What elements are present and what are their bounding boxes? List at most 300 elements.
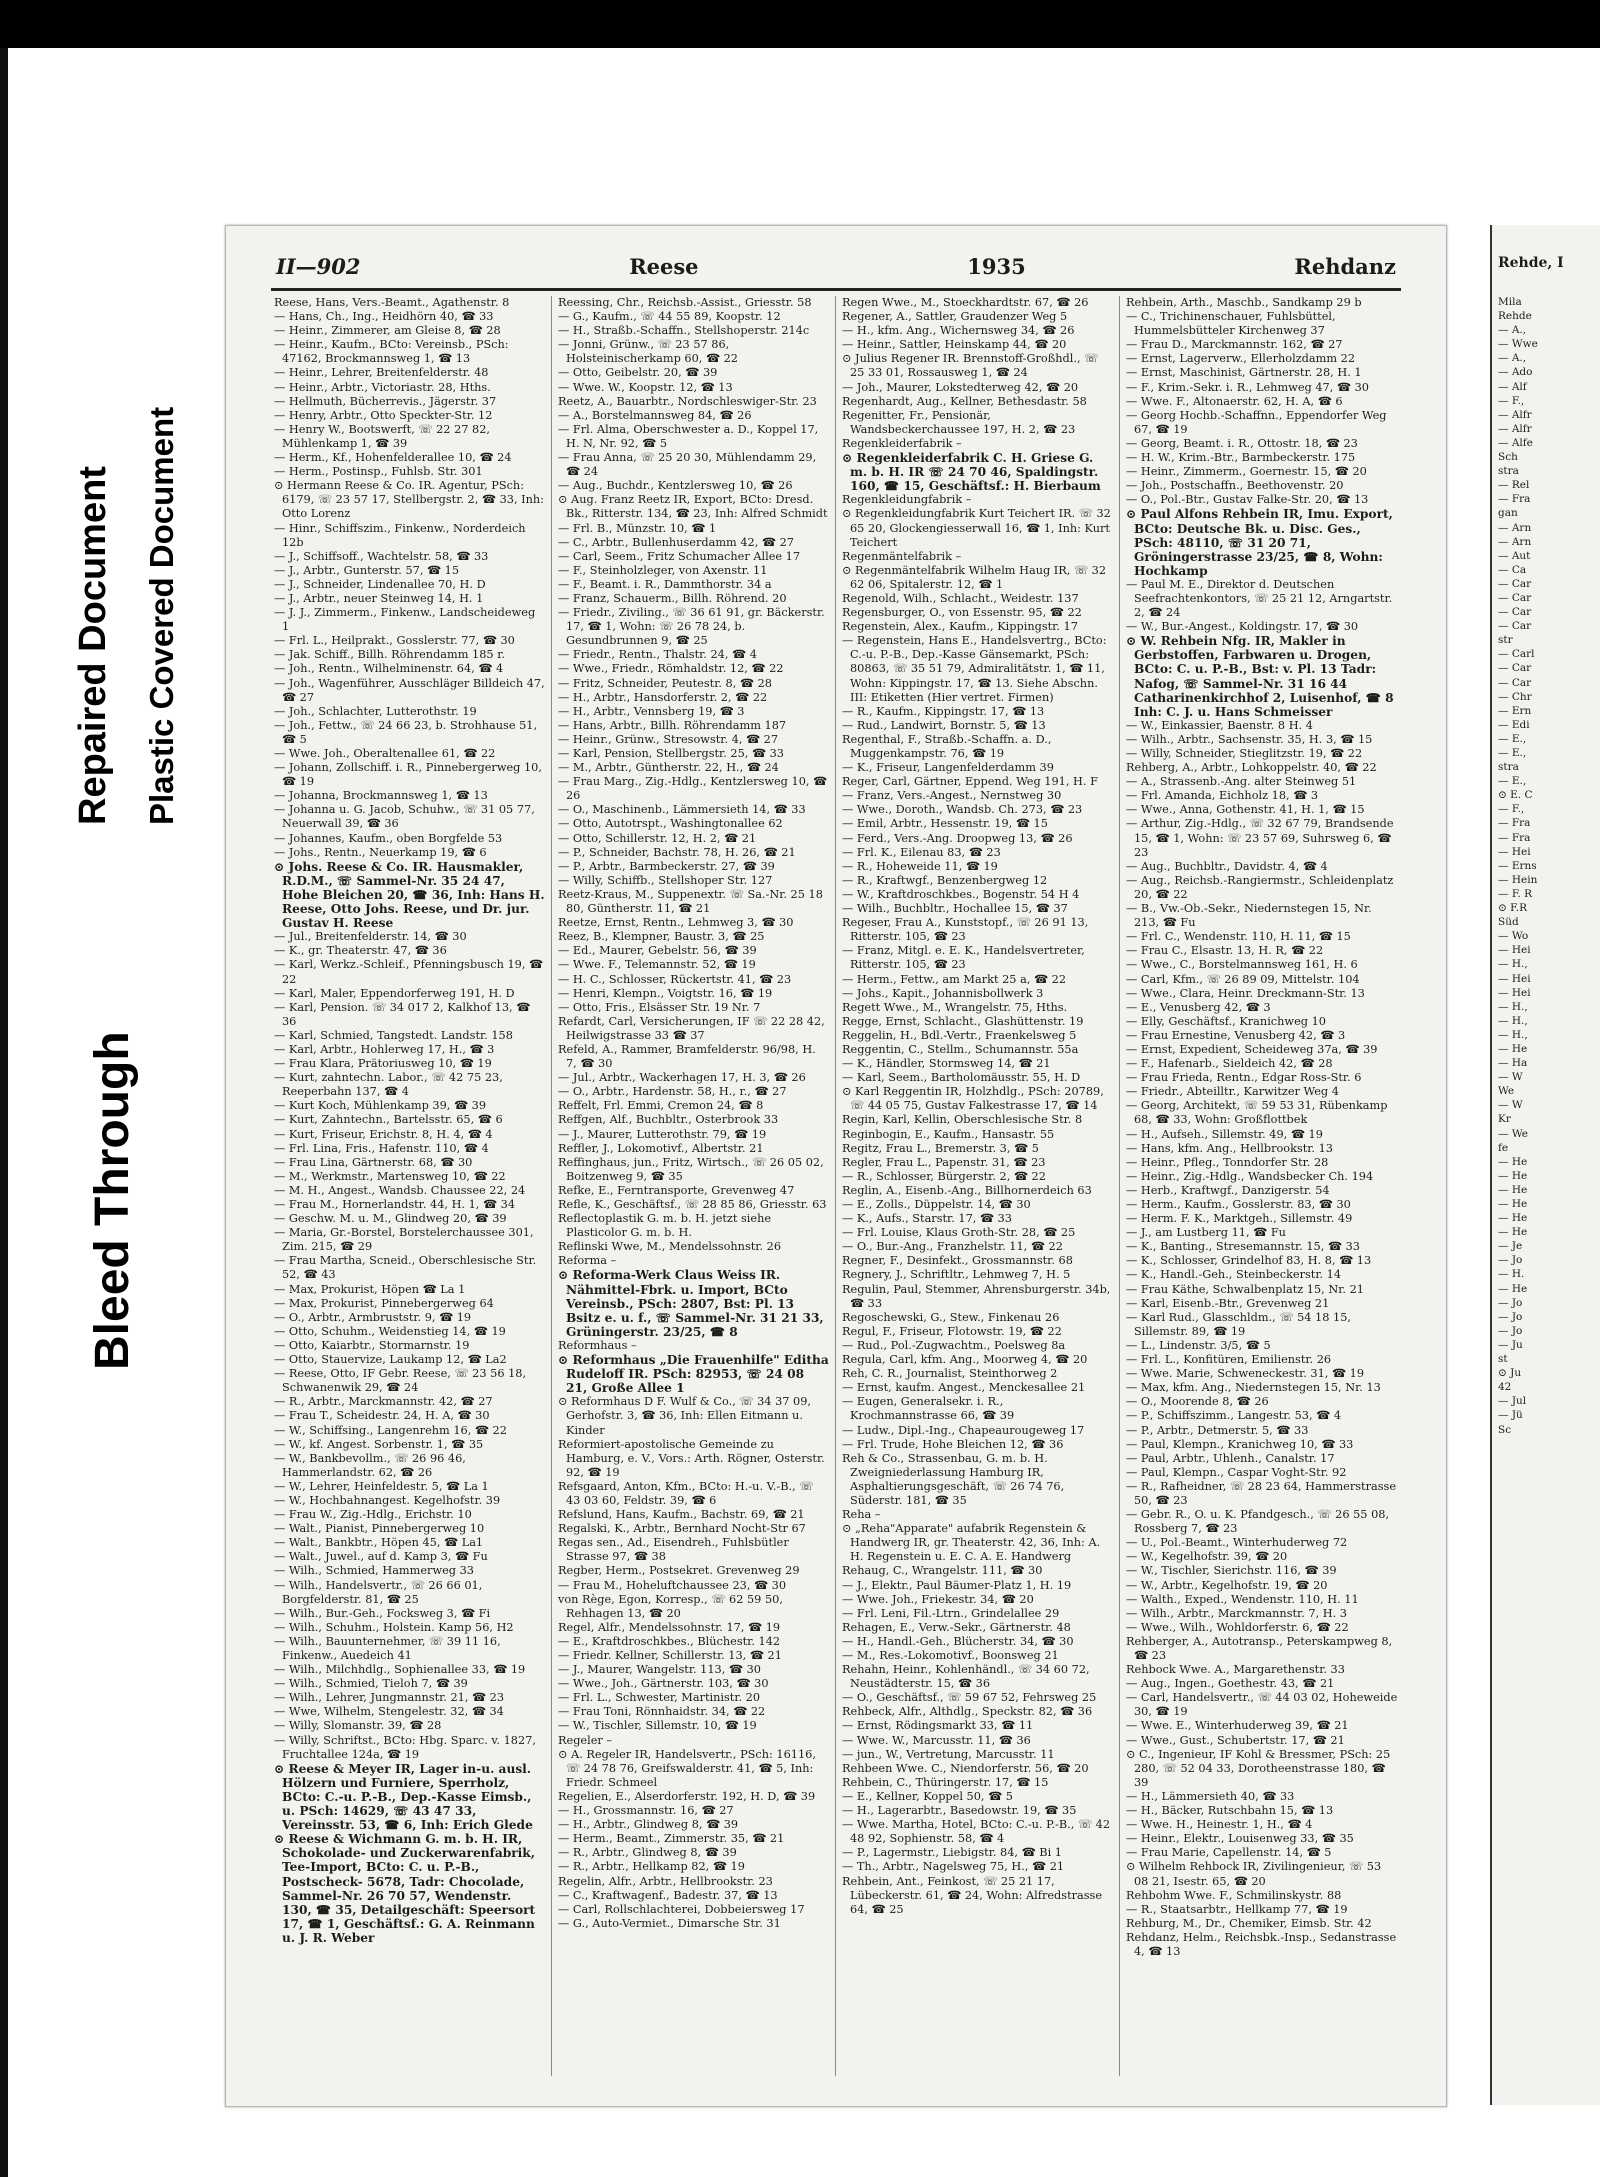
facing-page-entry: — Ado: [1498, 366, 1533, 379]
directory-entry: — Wwe. H., Heinestr. 1, H., ☎ 4: [1126, 1818, 1313, 1832]
directory-entry: Reger, Carl, Gärtner, Eppend. Weg 191, H. F: [842, 775, 1098, 789]
directory-entry: — Hans, Arbtr., Billh. Röhrendamm 187: [558, 718, 787, 732]
directory-entry: — Frl. L., Heilprakt., Gosslerstr. 77, ☎ 30: [274, 634, 515, 648]
directory-entry: — Wilh., Schmied, Tieloh 7, ☎ 39: [274, 1677, 468, 1691]
directory-entry: — Wwe. Joh., Oberaltenallee 61, ☎ 22: [274, 747, 496, 760]
directory-entry: Reh, C. R., Journalist, Steinthorweg 2: [842, 1367, 1058, 1381]
facing-page-entry: — Jul: [1498, 1395, 1527, 1408]
directory-entry: ⊙ Regenkleidungfabrik Kurt Teichert IR. ☏ 32 65 20, Glockengiesserwall 16, ☎ 1, Inh: Kurt Teichert: [842, 507, 1111, 549]
facing-page-entry: — He: [1498, 1155, 1528, 1168]
directory-entry: — W., Arbtr., Kegelhofstr. 19, ☎ 20: [1126, 1578, 1328, 1592]
facing-page-entry: — We: [1498, 1127, 1528, 1140]
facing-page-column: [1498, 295, 1598, 1437]
facing-page-entry: Rehde: [1498, 310, 1532, 323]
directory-entry: — Wwe. W., Koopstr. 12, ☎ 13: [558, 380, 733, 394]
facing-page-entry: — Car: [1498, 577, 1532, 590]
facing-page-entry: — W: [1498, 1099, 1523, 1112]
directory-entry: — K., Banting., Stresemannstr. 15, ☎ 33: [1126, 1240, 1360, 1254]
directory-entry: — F., Beamt. i. R., Dammthorstr. 34 a: [558, 577, 772, 591]
directory-entry: — G., Kaufm., ☏ 44 55 89, Koopstr. 12: [558, 310, 781, 324]
directory-entry: — Frau T., Scheidestr. 24, H. A, ☎ 30: [274, 1409, 490, 1423]
directory-entry: — Frl. L., Konfitüren, Emilienstr. 26: [1126, 1353, 1332, 1367]
directory-entry: — Frau Marg., Zig.-Hdlg., Kentzlersweg 10, ☎ 26: [558, 775, 828, 803]
facing-page-entry: — Jo: [1498, 1254, 1523, 1267]
directory-entry: Rehbein, Arth., Maschb., Sandkamp 29 b: [1126, 296, 1362, 309]
directory-entry: — R., Kraftwgf., Benzenbergweg 12: [842, 873, 1048, 887]
directory-entry: — J., Elektr., Paul Bäumer-Platz 1, H. 19: [842, 1578, 1072, 1592]
directory-entry: — W., Tischler, Sillemstr. 10, ☎ 19: [558, 1719, 757, 1733]
directory-entry: — Ludw., Dipl.-Ing., Chapeaurougeweg 17: [842, 1423, 1085, 1437]
directory-entry: ⊙ Aug. Franz Reetz IR, Export, BCto: Dresd. Bk., Ritterstr. 134, ☎ 23, Inh: Alfred Schmidt: [558, 493, 828, 521]
directory-entry: — Frl. Leni, Fil.-Ltrn., Grindelallee 29: [842, 1606, 1060, 1620]
directory-entry: Regeler –: [558, 1733, 613, 1747]
facing-page-entry: — Jo: [1498, 1296, 1523, 1309]
directory-entry: — Kurt Koch, Mühlenkamp 39, ☎ 39: [274, 1099, 487, 1113]
directory-entry: ⊙ Karl Reggentin IR, Holzhdlg., PSch: 20789, ☏ 44 05 75, Gustav Falkestrasse 17, ☎ 14: [842, 1085, 1104, 1113]
directory-entry: — Frau M., Hornerlandstr. 44, H. 1, ☎ 34: [274, 1198, 516, 1211]
directory-entry: Refardt, Carl, Versicherungen, IF ☏ 22 28 42, Heilwigstrasse 33 ☎ 37: [558, 1014, 825, 1042]
directory-entry: Regelin, Alfr., Arbtr., Hellbrookstr. 23: [558, 1874, 773, 1888]
directory-entry: — Wwe, Wilhelm, Stengelestr. 32, ☎ 34: [274, 1705, 504, 1719]
directory-entry: Regin, Karl, Kellin, Oberschlesische Str. 8: [842, 1113, 1083, 1127]
facing-page-entry: — He: [1498, 1183, 1528, 1196]
directory-entry: — L., Lindenstr. 3/5, ☎ 5: [1126, 1338, 1271, 1352]
directory-entry: — Emil, Arbtr., Hessenstr. 19, ☎ 15: [842, 817, 1048, 831]
directory-entry: Regen Wwe., M., Stoeckhardtstr. 67, ☎ 26: [842, 296, 1089, 309]
directory-entry: — Karl, Werkz.-Schleif., Pfenningsbusch 19, ☎ 22: [274, 958, 544, 986]
header-rule: [271, 288, 1401, 291]
facing-page-entry: — H.,: [1498, 958, 1528, 971]
directory-entry: — Frau Martha, Scneid., Oberschlesische Str. 52, ☎ 43: [274, 1254, 537, 1282]
directory-entry: — Georg, Architekt, ☏ 59 53 31, Rübenkamp 68, ☎ 33, Wohn: Großflottbek: [1126, 1099, 1388, 1127]
directory-entry: ⊙ A. Regeler IR, Handelsvertr., PSch: 16116, ☏ 24 78 76, Greifswalderstr. 41, ☎ 5, Inh: Friedr. Schmeel: [558, 1747, 816, 1789]
directory-entry: Regas sen., Ad., Eisendreh., Fuhlsbütler Strasse 97, ☎ 38: [558, 1536, 789, 1564]
black-border: [0, 0, 1600, 48]
directory-entry: — Herm., Postinsp., Fuhlsb. Str. 301: [274, 465, 483, 479]
directory-entry: — H., Lämmersieth 40, ☎ 33: [1126, 1789, 1295, 1803]
directory-entry: — Frl. L., Schwester, Martinistr. 20: [558, 1691, 761, 1705]
directory-entry: ⊙ W. Rehbein Nfg. IR, Makler in Gerbstoffen, Farbwaren u. Drogen, BCto: C. u. P.-B., Bst: v. Pl. 13 Tadr: Nafog, ☏ Sammel-Nr. 31 16 44 Catharinenkirchhof 2, Luisenhof, ☎ 8 Inh: C. J. u. Hans Schmeisser: [1126, 634, 1394, 719]
directory-entry: — Otto, Autotrspt., Washingtonallee 62: [558, 817, 783, 831]
directory-entry: — C., Trichinenschauer, Fuhlsbüttel, Hummelsbütteler Kirchenweg 37: [1126, 310, 1336, 338]
directory-entry: Rehbohm Wwe. F., Schmilinskystr. 88: [1126, 1888, 1342, 1902]
directory-entry: ⊙ Paul Alfons Rehbein IR, Imu. Export, BCto: Deutsche Bk. u. Disc. Ges., PSch: 48110, ☏ 31 20 71, Gröningerstrasse 23/25, ☎ 8, Wohn: Hochkamp: [1126, 507, 1393, 578]
directory-entry: — H., Grossmannstr. 16, ☎ 27: [558, 1804, 734, 1818]
directory-entry: — Willy, Schiffb., Stellshoper Str. 127: [558, 873, 773, 887]
directory-entry: — H., Arbtr., Vennsberg 19, ☎ 3: [558, 704, 745, 718]
directory-entry: — W., Tischler, Sierichstr. 116, ☎ 39: [1126, 1564, 1337, 1578]
directory-entry: — Rud., Pol.-Zugwachtm., Poelsweg 8a: [842, 1338, 1066, 1352]
directory-entry: — W., Kegelhofstr. 39, ☎ 20: [1126, 1550, 1288, 1564]
facing-page-entry: — Jo: [1498, 1324, 1523, 1337]
directory-entry: — Joh., Wagenführer, Ausschläger Billdeich 47, ☎ 27: [274, 676, 545, 704]
facing-page-entry: — Fra: [1498, 831, 1531, 844]
directory-entry: Reez, B., Klempner, Baustr. 3, ☎ 25: [558, 930, 765, 944]
directory-entry: Reffelt, Frl. Emmi, Cremon 24, ☎ 8: [558, 1099, 764, 1113]
directory-entry: Reessing, Chr., Reichsb.-Assist., Griesstr. 58: [558, 296, 812, 309]
facing-page-entry: — Wo: [1498, 930, 1529, 943]
facing-page-entry: — H.,: [1498, 1000, 1528, 1013]
facing-page-entry: st: [1498, 1353, 1508, 1366]
directory-entry: Reflectoplastik G. m. b. H. jetzt siehe Plasticolor G. m. b. H.: [558, 1212, 772, 1240]
directory-entry: — Paul, Klempn., Kranichweg 10, ☎ 33: [1126, 1437, 1354, 1451]
directory-entry: — R., Rafheidner, ☏ 28 23 64, Hammerstrasse 50, ☎ 23: [1126, 1479, 1397, 1507]
directory-entry: — Herm., Fettw., am Markt 25 a, ☎ 22: [842, 972, 1067, 986]
directory-entry: — P., Lagermstr., Liebigstr. 84, ☎ Bi 1: [842, 1846, 1062, 1860]
directory-entry: — Johs., Rentn., Neuerkamp 19, ☎ 6: [274, 845, 487, 859]
directory-entry: — Henry, Arbtr., Otto Speckter-Str. 12: [274, 408, 493, 422]
directory-entry: Regeser, Frau A., Kunststopf., ☏ 26 91 13, Ritterstr. 105, ☎ 23: [842, 916, 1089, 944]
directory-entry: Regner, F., Desinfekt., Grossmannstr. 68: [842, 1254, 1073, 1268]
directory-entry: — Wilh., Handelsvertr., ☏ 26 66 01, Borgfelderstr. 81, ☎ 25: [274, 1578, 483, 1606]
directory-entry: — P., Schneider, Bachstr. 78, H. 26, ☎ 21: [558, 845, 796, 859]
directory-entry: — J., am Lustberg 11, ☎ Fu: [1126, 1226, 1286, 1240]
directory-entry: Regber, Herm., Postsekret. Grevenweg 29: [558, 1564, 800, 1578]
directory-entry: — H., Arbtr., Glindweg 8, ☎ 39: [558, 1818, 739, 1832]
directory-entry: Rehbeen Wwe. C., Niendorferstr. 56, ☎ 20: [842, 1761, 1089, 1775]
facing-page-entry: ⊙ F.R: [1498, 902, 1528, 915]
facing-page-entry: — Arn: [1498, 535, 1532, 548]
directory-entry: — H. C., Schlosser, Rückertstr. 41, ☎ 23: [558, 972, 792, 986]
directory-page: [225, 225, 1447, 2107]
directory-entry: — Wilh., Schuhm., Holstein. Kamp 56, H2: [274, 1620, 514, 1634]
directory-entry: — Karl, Schmied, Tangstedt. Landstr. 158: [274, 1028, 513, 1042]
directory-entry: Reffler, J., Lokomotivf., Albertstr. 21: [558, 1141, 764, 1155]
directory-entry: — Geschw. M. u. M., Glindweg 20, ☎ 39: [274, 1212, 507, 1226]
directory-entry: Regula, Carl, kfm. Ang., Moorweg 4, ☎ 20: [842, 1353, 1088, 1367]
directory-entry: Reese, Hans, Vers.-Beamt., Agathenstr. 8: [274, 296, 510, 309]
facing-page-entry: Sc: [1498, 1423, 1512, 1436]
facing-page-entry: — Alfr: [1498, 422, 1532, 435]
directory-entry: — H., kfm. Ang., Wichernsweg 34, ☎ 26: [842, 324, 1075, 338]
directory-entry: — Frau Frieda, Rentn., Edgar Ross-Str. 6: [1126, 1071, 1362, 1085]
directory-entry: — Georg Hochb.-Schaffnn., Eppendorfer Weg 67, ☎ 19: [1126, 408, 1387, 436]
directory-entry: — Kurt, zahntechn. Labor., ☏ 42 75 23, Reeperbahn 137, ☎ 4: [274, 1071, 503, 1099]
directory-entry: — Wilh., Buchbltr., Hochallee 15, ☎ 37: [842, 902, 1068, 916]
header-year: 1935: [967, 253, 1026, 279]
directory-entry: Regalski, K., Arbtr., Bernhard Nocht-Str 67: [558, 1522, 806, 1536]
directory-entry: ⊙ Hermann Reese & Co. IR. Agentur, PSch: 6179, ☏ 23 57 17, Stellbergstr. 2, ☎ 33, Inh: Otto Lorenz: [274, 479, 544, 521]
facing-page-entry: — Wwe: [1498, 338, 1538, 351]
facing-page-entry: — H.,: [1498, 1014, 1528, 1027]
facing-page-entry: — Arn: [1498, 521, 1532, 534]
directory-entry: — W., Bur.-Angest., Koldingstr. 17, ☎ 30: [1126, 620, 1359, 634]
directory-entry: ⊙ Wilhelm Rehbock IR, Zivilingenieur, ☏ 53 08 21, Isestr. 65, ☎ 20: [1126, 1860, 1382, 1888]
directory-entry: Reetz, A., Bauarbtr., Nordschleswiger-Str. 23: [558, 394, 817, 408]
directory-entry: Rehberger, A., Autotransp., Peterskampweg 8, ☎ 23: [1126, 1634, 1393, 1662]
page-header: [276, 246, 1396, 286]
directory-entry: — O., Maschinenb., Lämmersieth 14, ☎ 33: [558, 803, 806, 817]
directory-entry: — H., Handl.-Geh., Blücherstr. 34, ☎ 30: [842, 1634, 1074, 1648]
directory-entry: — Jonni, Grünw., ☏ 23 57 86, Holsteinischerkamp 60, ☎ 22: [558, 338, 738, 366]
directory-entry: Regenkleiderfabrik –: [842, 436, 962, 450]
directory-entry: — Th., Arbtr., Nagelsweg 75, H., ☎ 21: [842, 1860, 1065, 1874]
directory-entry: — Max, Prokurist, Pinnebergerweg 64: [274, 1296, 494, 1310]
directory-entry: Rehaug, C., Wrangelstr. 111, ☎ 30: [842, 1564, 1043, 1578]
header-last-name: Rehdanz: [1294, 253, 1396, 279]
directory-entry: — Aug., Reichsb.-Rangiermstr., Schleidenplatz 20, ☎ 22: [1126, 873, 1394, 901]
directory-entry: — Frl. B., Münzstr. 10, ☎ 1: [558, 521, 717, 535]
directory-entry: — Max, Prokurist, Höpen ☎ La 1: [274, 1282, 466, 1296]
directory-entry: — Wilh., Arbtr., Sachsenstr. 35, H. 3, ☎ 15: [1126, 732, 1373, 746]
directory-entry: — Wwe. E., Winterhuderweg 39, ☎ 21: [1126, 1719, 1349, 1733]
directory-entry: — Heinr., Elektr., Louisenweg 33, ☎ 35: [1126, 1832, 1354, 1846]
directory-entry: — Karl, Pension. ☏ 34 017 2, Kalkhof 13, ☎ 36: [274, 1000, 531, 1028]
directory-entry: Rehbock Wwe. A., Margarethenstr. 33: [1126, 1663, 1345, 1677]
directory-entry: Reffinghaus, jun., Fritz, Wirtsch., ☏ 26 05 02, Boitzenweg 9, ☎ 35: [558, 1155, 824, 1183]
directory-entry: — P., Schiffszimm., Langestr. 53, ☎ 4: [1126, 1409, 1342, 1423]
directory-entry: — Wwe., Anna, Gothenstr. 41, H. 1, ☎ 15: [1126, 803, 1365, 817]
directory-entry: — Frau Käthe, Schwalbenplatz 15, Nr. 21: [1126, 1282, 1364, 1296]
directory-entry: ⊙ Johs. Reese & Co. IR. Hausmakler, R.D.M., ☏ Sammel-Nr. 35 24 47, Hohe Bleichen 20, ☎ 36, Inh: Hans H. Reese, Otto Johs. Reese, und Dr. jur. Gustav H. Reese: [274, 859, 545, 931]
scan-edge: [0, 48, 8, 2177]
facing-page-entry: — He: [1498, 1198, 1528, 1210]
directory-entry: — R., Arbtr., Marckmannstr. 42, ☎ 27: [274, 1395, 493, 1409]
directory-entry: — M., Arbtr., Güntherstr. 22, H., ☎ 24: [558, 761, 779, 775]
stamp-bleed-through: Bleed Through: [86, 1031, 139, 1370]
directory-entry: — Herm., Beamt., Zimmerstr. 35, ☎ 21: [558, 1832, 785, 1846]
directory-entry: — Frau Toni, Rönnhaidstr. 34, ☎ 22: [558, 1705, 766, 1719]
directory-entry: — Heinr., Zig.-Hdlg., Wandsbecker Ch. 194: [1126, 1169, 1374, 1183]
directory-entry: — Fritz, Schneider, Peutestr. 8, ☎ 28: [558, 676, 772, 690]
directory-entry: — Carl, Handelsvertr., ☏ 44 03 02, Hoheweide 30, ☎ 19: [1126, 1691, 1398, 1719]
directory-entry: — Wwe. Martha, Hotel, BCto: C.-u. P.-B., ☏ 42 48 92, Sophienstr. 58, ☎ 4: [842, 1818, 1111, 1846]
directory-entry: — Franz, Schauerm., Billh. Röhrend. 20: [558, 591, 787, 605]
directory-entry: — Henry W., Bootswerft, ☏ 22 27 82, Mühlenkamp 1, ☎ 39: [274, 422, 490, 450]
facing-page-entry: — Alfe: [1498, 436, 1533, 449]
directory-entry: — R., Schlosser, Bürgerstr. 2, ☎ 22: [842, 1169, 1046, 1183]
directory-entry: — Paul M. E., Direktor d. Deutschen Seefrachtenkontors, ☏ 25 21 12, Arngartstr. 2, ☎ 24: [1126, 577, 1393, 620]
column-2: [552, 296, 836, 2076]
directory-entry: — O., Arbtr., Armbruststr. 9, ☎ 19: [274, 1310, 472, 1324]
facing-page-entry: — E.,: [1498, 747, 1527, 759]
facing-page-entry: — Fra: [1498, 493, 1531, 506]
facing-page-entry: — F.,: [1498, 803, 1525, 816]
directory-entry: — Karl, Maler, Eppendorferweg 191, H. D: [274, 986, 515, 1000]
directory-entry: Reffgen, Alf., Buchbltr., Osterbrook 33: [558, 1113, 779, 1127]
directory-entry: — Wwe., Doroth., Wandsb. Ch. 273, ☎ 23: [842, 803, 1083, 817]
directory-entry: — R., Hoheweide 11, ☎ 19: [842, 859, 998, 873]
directory-entry: Regenitter, Fr., Pensionär, Wandsbeckerchaussee 197, H. 2, ☎ 23: [842, 408, 1076, 436]
facing-page-entry: Kr: [1498, 1113, 1511, 1126]
directory-entry: — K., Händler, Stormsweg 14, ☎ 21: [842, 1057, 1051, 1071]
stamp-plastic-covered-document: Plastic Covered Document: [143, 406, 180, 825]
directory-entry: Reggentin, C., Stellm., Schumannstr. 55a: [842, 1042, 1079, 1056]
directory-entry: — Frau Ernestine, Venusberg 42, ☎ 3: [1126, 1028, 1346, 1042]
facing-page-entry: — Car: [1498, 676, 1532, 689]
directory-entry: — Frau Klara, Prätoriusweg 10, ☎ 19: [274, 1057, 492, 1071]
directory-entry: — Willy, Schriftst., BCto: Hbg. Sparc. v. 1827, Fruchtallee 124a, ☎ 19: [274, 1733, 536, 1761]
directory-entry: — Karl, Seem., Bartholomäusstr. 55, H. D: [842, 1071, 1081, 1085]
directory-entry: — Heinr., Arbtr., Victoriastr. 28, Hths.: [274, 380, 491, 394]
directory-entry: — W., Schiffsing., Langenrehm 16, ☎ 22: [274, 1423, 507, 1437]
directory-entry: — Wwe., Gust., Schubertstr. 17, ☎ 21: [1126, 1733, 1345, 1747]
directory-entry: — Willy, Slomanstr. 39, ☎ 28: [274, 1719, 442, 1733]
directory-entry: Regener, A., Sattler, Graudenzer Weg 5: [842, 310, 1068, 324]
directory-entry: — H., Lagerarbtr., Basedowstr. 19, ☎ 35: [842, 1804, 1077, 1818]
directory-entry: — Kurt, Zahntechn., Bartelsstr. 65, ☎ 6: [274, 1113, 503, 1127]
directory-entry: — Carl, Rollschlachterei, Dobbeiersweg 17: [558, 1902, 805, 1916]
directory-entry: Refslund, Hans, Kaufm., Bachstr. 69, ☎ 21: [558, 1508, 805, 1522]
directory-entry: — E., Kellner, Koppel 50, ☎ 5: [842, 1789, 1013, 1803]
directory-entry: — Otto, Stauervize, Laukamp 12, ☎ La2: [274, 1353, 507, 1367]
directory-entry: — Friedr. Kellner, Schillerstr. 13, ☎ 21: [558, 1649, 782, 1662]
directory-entry: — O., Bur.-Ang., Franzhelstr. 11, ☎ 22: [842, 1240, 1063, 1254]
directory-entry: — Karl, Eisenb.-Btr., Grevenweg 21: [1126, 1296, 1330, 1310]
facing-page-entry: — Hei: [1498, 986, 1531, 999]
directory-entry: Regnery, J., Schriftltr., Lehmweg 7, H. 5: [842, 1268, 1071, 1282]
facing-page-entry: — Car: [1498, 620, 1532, 633]
facing-page-entry: — He: [1498, 1282, 1528, 1295]
directory-entry: — M., Werkmstr., Martensweg 10, ☎ 22: [274, 1169, 506, 1183]
directory-entry: — H., Arbtr., Hansdorferstr. 2, ☎ 22: [558, 690, 768, 704]
directory-entry: — Ernst, Lagerverw., Ellerholzdamm 22: [1126, 352, 1356, 366]
directory-entry: — Ernst, Maschinist, Gärtnerstr. 28, H. 1: [1126, 366, 1362, 380]
directory-entry: — J., Schneider, Lindenallee 70, H. D: [274, 577, 486, 591]
directory-entry: — Karl, Pension, Stellbergstr. 25, ☎ 33: [558, 747, 784, 760]
directory-entry: — jun., W., Vertretung, Marcusstr. 11: [842, 1747, 1055, 1761]
directory-entry: — K., Schlosser, Grindelhof 83, H. 8, ☎ 13: [1126, 1254, 1372, 1268]
directory-entry: — Heinr., Zimmerm., Goernestr. 15, ☎ 20: [1126, 465, 1367, 479]
directory-entry: — Wilh., Schmied, Hammerweg 33: [274, 1564, 474, 1578]
facing-page-entry: — Alfr: [1498, 408, 1532, 421]
directory-entry: Reforma –: [558, 1254, 617, 1268]
directory-entry: — Henri, Klempn., Voigtstr. 16, ☎ 19: [558, 986, 773, 1000]
directory-entry: Regenkleidungfabrik –: [842, 493, 972, 507]
directory-entry: ⊙ C., Ingenieur, IF Kohl & Bressmer, PSch: 25 280, ☏ 52 04 33, Dorotheenstrasse 180, ☎ 39: [1126, 1747, 1391, 1789]
directory-entry: Rehberg, A., Arbtr., Lohkoppelstr. 40, ☎ 22: [1126, 761, 1377, 775]
facing-page-entry: — H.,: [1498, 1028, 1528, 1041]
directory-entry: — H., Aufseh., Sillemstr. 49, ☎ 19: [1126, 1127, 1323, 1141]
directory-entry: — Walt., Pianist, Pinnebergerweg 10: [274, 1522, 485, 1536]
facing-page-entry: — Car: [1498, 591, 1532, 604]
facing-page-entry: — Hei: [1498, 944, 1531, 957]
facing-page-entry: — Car: [1498, 606, 1532, 619]
facing-page-entry: ⊙ E. C: [1498, 789, 1533, 802]
directory-entry: — C., Kraftwagenf., Badestr. 37, ☎ 13: [558, 1888, 778, 1902]
directory-entry: — J., Maurer, Wangelstr. 113, ☎ 30: [558, 1663, 761, 1677]
facing-page-entry: — Fra: [1498, 817, 1531, 830]
directory-entry: — A., Strassenb.-Ang. alter Steinweg 51: [1126, 775, 1357, 789]
directory-entry: — Johanna, Brockmannsweg 1, ☎ 13: [274, 789, 488, 803]
facing-page-entry: — Hei: [1498, 972, 1531, 985]
directory-entry: — R., Staatsarbtr., Hellkamp 77, ☎ 19: [1126, 1902, 1348, 1916]
directory-entry: — Karl Rud., Glasschldm., ☏ 54 18 15, Sillemstr. 89, ☎ 19: [1126, 1310, 1351, 1338]
directory-entry: — P., Arbtr., Detmerstr. 5, ☎ 33: [1126, 1423, 1309, 1437]
directory-entry: — Kurt, Friseur, Erichstr. 8, H. 4, ☎ 4: [274, 1127, 493, 1141]
directory-entry: — Frl. C., Wendenstr. 110, H. 11, ☎ 15: [1126, 930, 1351, 944]
directory-entry: — J., Maurer, Lutterothstr. 79, ☎ 19: [558, 1127, 767, 1141]
directory-entry: — Otto, Kaiarbtr., Stormarnstr. 19: [274, 1338, 470, 1352]
directory-entry: — F., Steinholzleger, von Axenstr. 11: [558, 563, 768, 577]
directory-entry: Rehburg, M., Dr., Chemiker, Eimsb. Str. 42: [1126, 1916, 1372, 1930]
directory-entry: — Frau Lina, Gärtnerstr. 68, ☎ 30: [274, 1155, 473, 1169]
facing-page-entry: — Jo: [1498, 1310, 1523, 1323]
directory-entry: Regenhardt, Aug., Kellner, Bethesdastr. 58: [842, 394, 1087, 408]
directory-entry: — Wwe. Joh., Friekestr. 34, ☎ 20: [842, 1592, 1034, 1606]
directory-entry: Regenthal, F., Straßb.-Schaffn. a. D., Muggenkampstr. 76, ☎ 19: [842, 732, 1052, 760]
header-first-name: Reese: [629, 253, 699, 279]
directory-entry: — Regenstein, Hans E., Handelsvertrg., BCto: C.-u. P.-B., Dep.-Kasse Gänsemarkt, PSch: 80863, ☏ 35 51 79, Admiralitätstr. 1, ☎ 11, Wohn: Kippingstr. 17, ☎ 13. Siehe Abschn. III: Etiketten (Hier vertret. Firmen): [842, 634, 1107, 704]
column-1: [268, 296, 552, 2076]
directory-entry: — Frau M., Hoheluftchaussee 23, ☎ 30: [558, 1578, 787, 1592]
directory-entry: — Frl. Lina, Fris., Hafenstr. 110, ☎ 4: [274, 1141, 489, 1155]
directory-entry: — P., Arbtr., Barmbeckerstr. 27, ☎ 39: [558, 859, 775, 873]
directory-entry: Regge, Ernst, Schlacht., Glashüttenstr. 19: [842, 1014, 1084, 1028]
directory-entry: — Wilh., Arbtr., Marckmannstr. 7, H. 3: [1126, 1606, 1347, 1620]
directory-entry: Rehagen, E., Verw.-Sekr., Gärtnerstr. 48: [842, 1620, 1071, 1634]
directory-entry: — Aug., Buchdr., Kentzlersweg 10, ☎ 26: [558, 479, 793, 493]
directory-entry: — Friedr., Ziviling., ☏ 36 61 91, gr. Bäckerstr. 17, ☎ 1, Wohn: ☏ 26 78 24, b. Gesundbrunnen 9, ☎ 25: [558, 606, 825, 648]
directory-entry: — Herm. F. K., Marktgeh., Sillemstr. 49: [1126, 1212, 1353, 1226]
directory-entry: — Wwe., Wilh., Wohldorferstr. 6, ☎ 22: [1126, 1620, 1349, 1634]
directory-entry: — Johs., Kapit., Johannisbollwerk 3: [842, 986, 1044, 1000]
directory-entry: — Aug., Ingen., Goethestr. 43, ☎ 21: [1126, 1677, 1335, 1691]
facing-page-entry: — Ha: [1498, 1057, 1528, 1070]
directory-entry: — Johann, Zollschiff. i. R., Pinnebergerweg 10, ☎ 19: [274, 761, 542, 789]
facing-page-entry: — He: [1498, 1212, 1528, 1225]
directory-entry: — Wwe., Clara, Heinr. Dreckmann-Str. 13: [1126, 986, 1365, 1000]
directory-entry: Regul, F., Friseur, Flotowstr. 19, ☎ 22: [842, 1324, 1062, 1338]
facing-page-entry: — Aut: [1498, 549, 1531, 562]
directory-entry: Regel, Alfr., Mendelssohnstr. 17, ☎ 19: [558, 1620, 781, 1634]
entry-columns: [268, 296, 1404, 2076]
directory-entry: — E., Venusberg 42, ☎ 3: [1126, 1000, 1271, 1014]
stamp-repaired-document: Repaired Document: [72, 466, 114, 825]
directory-entry: — Max, kfm. Ang., Niedernstegen 15, Nr. 13: [1126, 1381, 1381, 1395]
directory-entry: Regulin, Paul, Stemmer, Ahrensburgerstr. 34b, ☎ 33: [842, 1282, 1111, 1310]
directory-entry: — Herm., Kaufm., Gosslerstr. 83, ☎ 30: [1126, 1198, 1351, 1211]
directory-entry: ⊙ Reese & Meyer IR, Lager in-u. ausl. Hölzern und Furniere, Sperrholz, BCto: C.-u. P.-B., Dep.-Kasse Eimsb., u. PSch: 14629, ☏ 43 47 33, Vereinsstr. 53, ☎ 6, Inh: Erich Glede: [274, 1761, 533, 1833]
facing-page-entry: — Carl: [1498, 648, 1535, 661]
directory-entry: — Jul., Breitenfelderstr. 14, ☎ 30: [274, 930, 467, 944]
directory-entry: Refke, E., Ferntransporte, Grevenweg 47: [558, 1183, 795, 1197]
directory-entry: — Frau D., Marckmannstr. 162, ☎ 27: [1126, 338, 1343, 352]
directory-entry: — O., Pol.-Btr., Gustav Falke-Str. 20, ☎ 13: [1126, 493, 1369, 507]
column-3: [836, 296, 1120, 2076]
directory-entry: — Hinr., Schiffszim., Finkenw., Norderdeich 12b: [274, 521, 526, 549]
directory-entry: — Karl, Arbtr., Hohlerweg 17, H., ☎ 3: [274, 1042, 495, 1056]
facing-page-entry: gan: [1498, 507, 1518, 520]
directory-entry: — G., Auto-Vermiet., Dimarsche Str. 31: [558, 1916, 781, 1930]
directory-entry: — R., Kaufm., Kippingstr. 17, ☎ 13: [842, 704, 1045, 718]
directory-entry: — Elly, Geschäftsf., Kranichweg 10: [1126, 1014, 1326, 1028]
facing-page-entry: — Alf: [1498, 380, 1527, 393]
directory-entry: — Ernst, kaufm. Angest., Menckesallee 21: [842, 1381, 1086, 1395]
directory-entry: Reggelin, H., Bdl.-Vertr., Fraenkelsweg 5: [842, 1028, 1077, 1042]
directory-entry: — E., Kraftdroschkbes., Blüchestr. 142: [558, 1634, 781, 1648]
facing-page-entry: — Rel: [1498, 479, 1530, 492]
directory-entry: — R., Arbtr., Hellkamp 82, ☎ 19: [558, 1860, 745, 1874]
directory-entry: Reformhaus –: [558, 1338, 637, 1352]
directory-entry: Rehbein, Ant., Feinkost, ☏ 25 21 17, Lübeckerstr. 61, ☎ 24, Wohn: Alfredstrasse 64, ☎ 25: [842, 1874, 1103, 1916]
directory-entry: ⊙ Regenkleiderfabrik C. H. Griese G. m. b. H. IR ☏ 24 70 46, Spaldingstr. 160, ☎ 15, Geschäftsf.: H. Bierbaum: [842, 451, 1101, 494]
directory-entry: — Heinr., Zimmerer, am Gleise 8, ☎ 28: [274, 324, 501, 338]
directory-entry: — Arthur, Zig.-Hdlg., ☏ 32 67 79, Brandsende 15, ☎ 1, Wohn: ☏ 23 57 69, Suhrsweg 6, ☎ 23: [1126, 817, 1394, 859]
directory-entry: — O., Arbtr., Hardenstr. 58, H., r., ☎ 27: [558, 1085, 787, 1099]
directory-entry: — Gebr. R., O. u. K. Pfandgesch., ☏ 26 55 08, Rossberg 7, ☎ 23: [1126, 1508, 1390, 1536]
directory-entry: Regenmäntelfabrik –: [842, 549, 962, 563]
directory-entry: — Herb., Kraftwgf., Danzigerstr. 54: [1126, 1183, 1330, 1197]
directory-entry: — K., Friseur, Langenfelderdamm 39: [842, 761, 1054, 775]
directory-entry: — Frau W., Zig.-Hdlg., Erichstr. 10: [274, 1508, 472, 1522]
directory-entry: — Wilh., Lehrer, Jungmannstr. 21, ☎ 23: [274, 1691, 505, 1705]
directory-entry: Rehbeck, Alfr., Althdlg., Speckstr. 82, ☎ 36: [842, 1705, 1093, 1719]
facing-page-entry: — W: [1498, 1071, 1523, 1084]
directory-entry: — Aug., Buchbltr., Davidstr. 4, ☎ 4: [1126, 859, 1328, 873]
directory-entry: — Walt., Juwel., auf d. Kamp 3, ☎ Fu: [274, 1550, 488, 1564]
directory-entry: — Ed., Maurer, Gebelstr. 56, ☎ 39: [558, 944, 757, 958]
